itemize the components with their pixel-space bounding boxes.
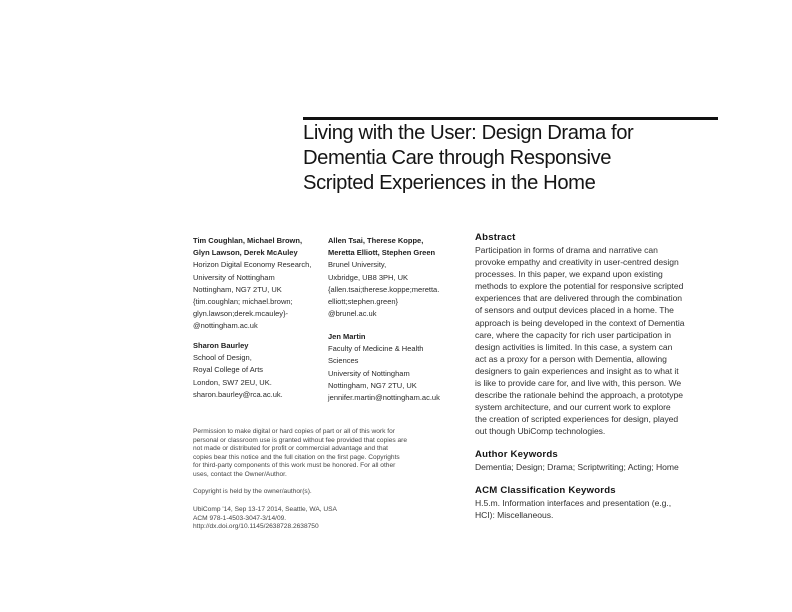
- abstract-line: out though UbiComp technologies.: [475, 426, 606, 437]
- affiliation-line: London, SW7 2EU, UK.: [193, 377, 272, 387]
- author-keywords-heading: Author Keywords: [475, 449, 558, 460]
- abstract-line: experiences that are delivered through the combination: [475, 293, 683, 304]
- abstract-line: act as a proxy for a person with Dementia, allowing: [475, 353, 667, 364]
- affiliation-line: Royal College of Arts: [193, 365, 264, 375]
- title-line: Dementia Care through Responsive: [303, 147, 612, 169]
- email-line: elliott;stephen.green}: [328, 297, 399, 307]
- affiliation-line: Nottingham, NG7 2TU, UK: [328, 380, 417, 390]
- affiliation-line: Nottingham, NG7 2TU, UK: [193, 284, 282, 294]
- author-names: Allen Tsai, Therese Koppe,: [328, 236, 424, 245]
- title-line: Living with the User: Design Drama for: [303, 122, 634, 144]
- email-line: sharon.baurley@rca.ac.uk.: [193, 389, 283, 399]
- conference-line: UbiComp '14, Sep 13-17 2014, Seattle, WA, USA: [193, 506, 337, 513]
- abstract-line: is like to provide care for, and live with, this person. We: [475, 378, 682, 389]
- email-line: @nottingham.ac.uk: [193, 321, 258, 331]
- author-keywords-body: [475, 461, 725, 473]
- affiliation-line: Sciences: [328, 356, 359, 366]
- abstract-line: care, where the capacity for rich user participation in: [475, 329, 671, 340]
- author-block-medicine: [328, 331, 468, 404]
- acm-keywords-line: H.5.m. Information interfaces and presentation (e.g.,: [475, 498, 672, 508]
- email-line: @brunel.ac.uk: [328, 309, 377, 319]
- author-names: Glyn Lawson, Derek McAuley: [193, 248, 298, 258]
- author-names: Sharon Baurley: [193, 341, 249, 350]
- affiliation-line: Faculty of Medicine & Health: [328, 344, 424, 354]
- abstract-line: approach is being developed in the context of Dementia: [475, 317, 685, 328]
- permission-notice: [193, 428, 468, 480]
- author-block-brunel: [328, 235, 468, 320]
- abstract-body: [475, 244, 725, 438]
- permission-line: not made or distributed for profit or commercial advantage and that: [193, 445, 388, 453]
- abstract-line: the creation of scripted experiences for design, played: [475, 414, 679, 425]
- author-keywords-line: Dementia; Design; Drama; Scriptwriting; Acting; Home: [475, 462, 679, 472]
- affiliation-line: Uxbridge, UB8 3PH, UK: [328, 272, 409, 282]
- abstract-line: Participation in forms of drama and narrative can: [475, 245, 658, 255]
- doi-link[interactable]: http://dx.doi.org/10.1145/2638728.2638750: [193, 523, 319, 531]
- abstract-line: provoke empathy and creativity in user-centred design: [475, 257, 679, 268]
- affiliation-line: Horizon Digital Economy Research,: [193, 260, 312, 270]
- affiliation-line: University of Nottingham: [193, 272, 275, 282]
- permission-line: personal or classroom use is granted without fee provided that copies are: [193, 436, 408, 444]
- abstract-heading: Abstract: [475, 232, 516, 243]
- email-line: glyn.lawson;derek.mcauley}-: [193, 309, 289, 319]
- permission-line: Permission to make digital or hard copies of part or all of this work for: [193, 428, 395, 435]
- affiliation-line: Brunel University,: [328, 260, 387, 270]
- abstract-line: design activities is limited. In this case, a system can: [475, 341, 673, 352]
- conference-line: ACM 978-1-4503-3047-3/14/09.: [193, 514, 287, 522]
- author-names: Tim Coughlan, Michael Brown,: [193, 236, 303, 245]
- email-line: {tim.coughlan; michael.brown;: [193, 297, 293, 307]
- abstract-line: designers to gain experiences and insight as to what it: [475, 365, 679, 376]
- permission-line: for third-party components of this work must be honored. For all other: [193, 462, 396, 470]
- abstract-line: system architecture, and our current work to explore: [475, 402, 671, 413]
- title-line: Scripted Experiences in the Home: [303, 172, 596, 194]
- affiliation-line: University of Nottingham: [328, 368, 410, 378]
- acm-keywords-body: [475, 497, 725, 521]
- email-line: {allen.tsai;therese.koppe;meretta.: [328, 284, 440, 294]
- abstract-line: processes. In this paper, we expand upon existing: [475, 269, 663, 280]
- copyright-notice: [193, 488, 312, 497]
- title-rule: [303, 117, 718, 120]
- acm-keywords-heading: ACM Classification Keywords: [475, 485, 616, 496]
- conference-info: [193, 506, 337, 532]
- paper-title: [303, 121, 743, 196]
- abstract-line: describe the rationale behind the approach, a prototype: [475, 390, 683, 401]
- permission-line: copies bear this notice and the full citation on the first page. Copyrights: [193, 453, 400, 461]
- affiliation-line: School of Design,: [193, 353, 252, 363]
- permission-line: uses, contact the Owner/Author.: [193, 470, 287, 478]
- author-names: Meretta Elliott, Stephen Green: [328, 248, 436, 258]
- acm-keywords-line: HCI): Miscellaneous.: [475, 510, 554, 521]
- author-block-horizon: [193, 235, 333, 333]
- abstract-line: of sensors and output devices placed in a home. The: [475, 305, 674, 316]
- author-block-rca: [193, 340, 333, 401]
- copyright-line: Copyright is held by the owner/author(s).: [193, 488, 312, 495]
- author-names: Jen Martin: [328, 332, 366, 341]
- email-line: jennifer.martin@nottingham.ac.uk: [328, 393, 440, 403]
- abstract-line: methods to explore the potential for responsive scripted: [475, 281, 684, 292]
